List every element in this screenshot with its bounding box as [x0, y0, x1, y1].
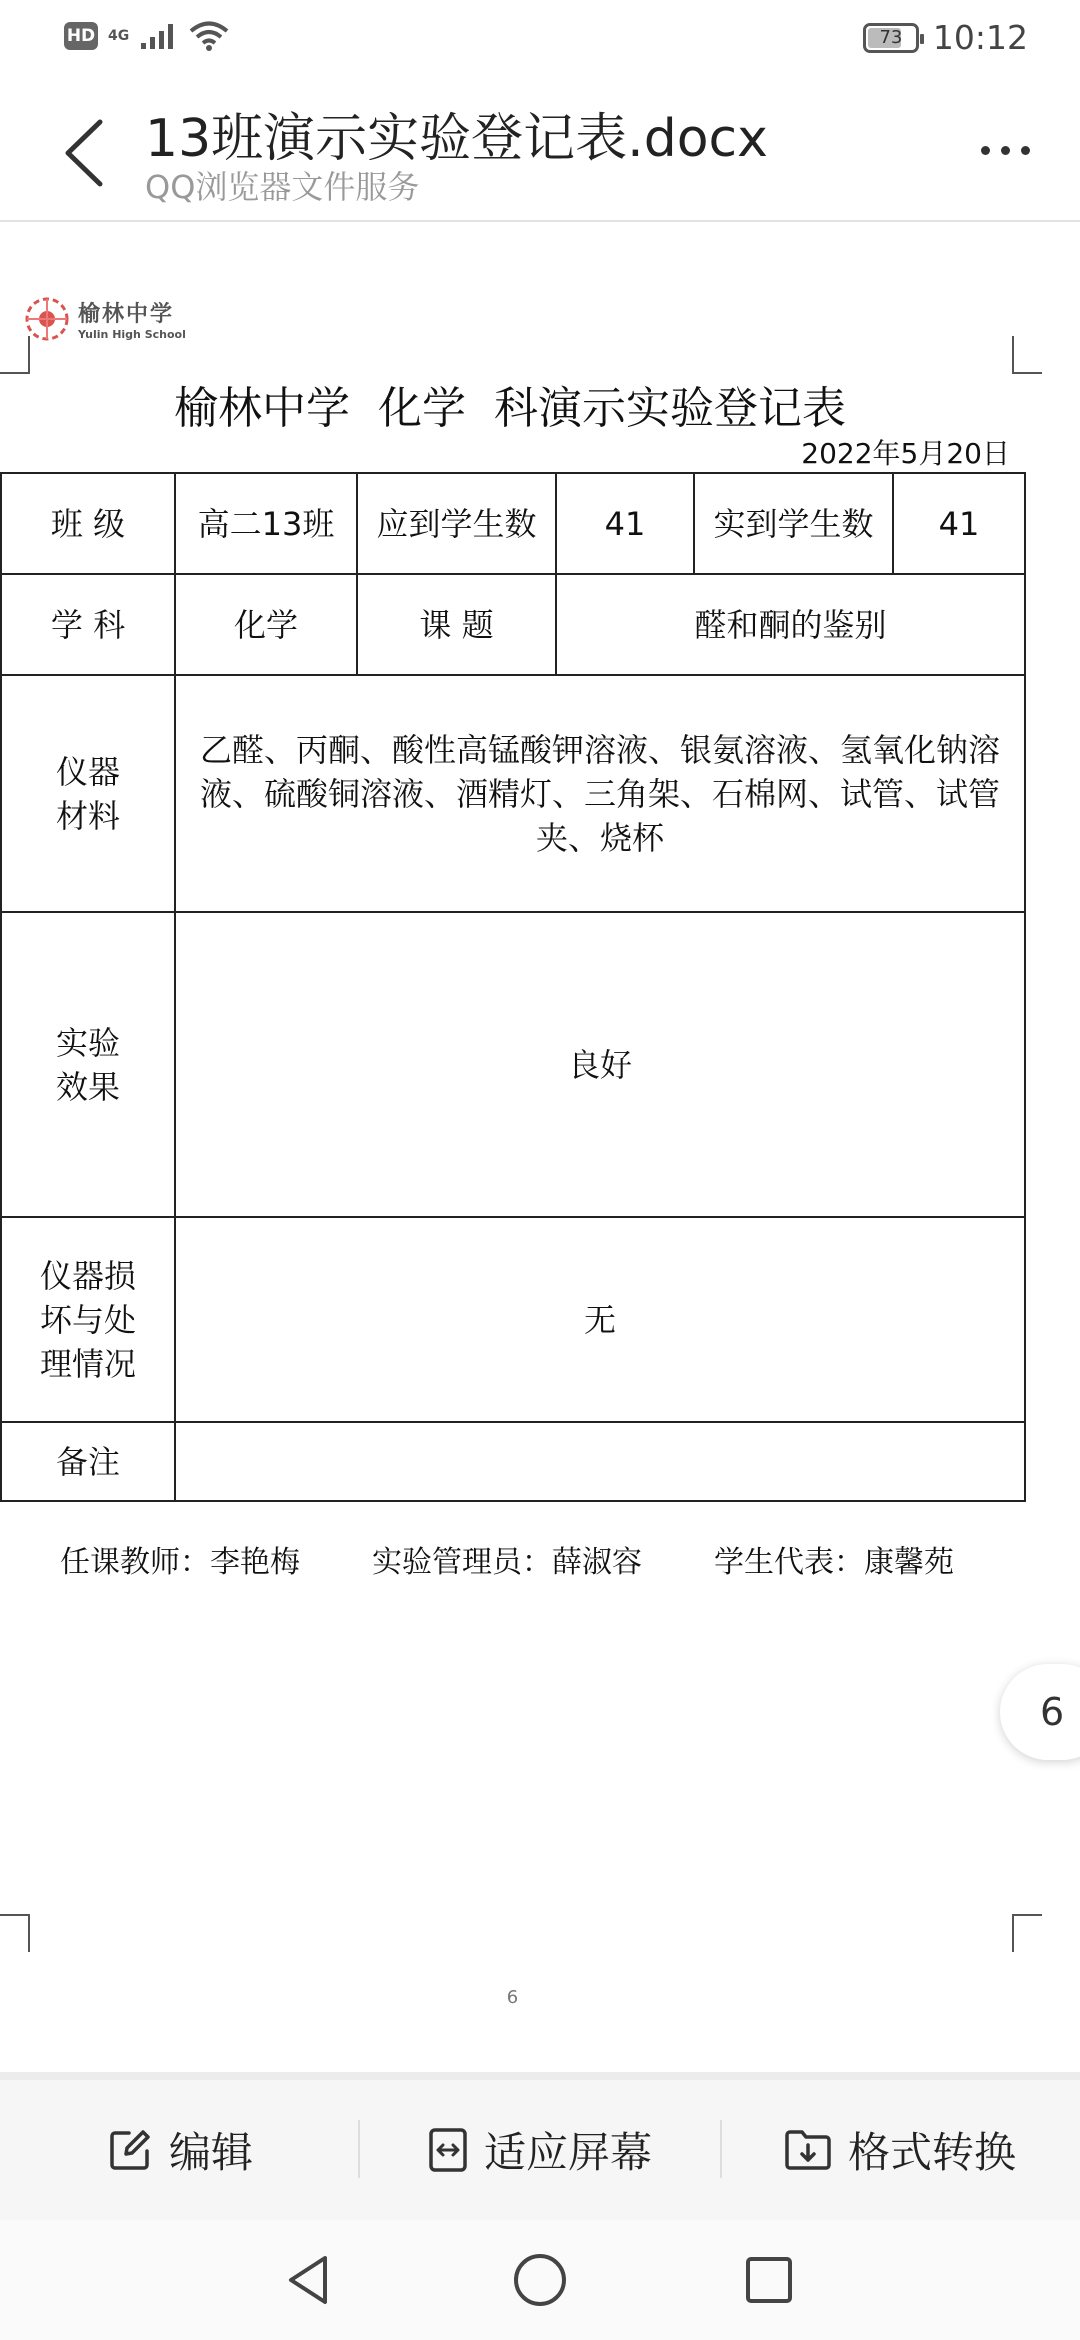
table-row — [1, 1217, 1025, 1422]
more-dot — [1021, 146, 1030, 155]
damage-value: 无 — [175, 1217, 1025, 1422]
actual-students-value: 41 — [893, 473, 1025, 574]
document-source: QQ浏览器文件服务 — [145, 168, 420, 206]
network-type-label: 4G — [108, 28, 130, 44]
edit-icon — [107, 2127, 153, 2173]
format-convert-button[interactable] — [720, 2080, 1080, 2220]
school-logo — [24, 296, 186, 342]
table-row — [1, 473, 1025, 574]
crop-mark-bottom-right — [1012, 1914, 1042, 1952]
document-page[interactable] — [0, 222, 1080, 2072]
materials-value: 乙醛、丙酮、酸性高锰酸钾溶液、银氨溶液、氢氧化钠溶液、硫酸铜溶液、酒精灯、三角架、石棉网、试管、试管夹、烧杯 — [175, 675, 1025, 912]
subject-value: 化学 — [175, 574, 357, 675]
materials-label: 仪器 材料 — [1, 675, 175, 912]
fit-screen-icon — [428, 2127, 468, 2173]
nav-back-icon — [283, 2252, 333, 2308]
table-row — [1, 675, 1025, 912]
table-row — [1, 574, 1025, 675]
document-title: 13班演示实验登记表.docx — [145, 109, 768, 169]
nav-home-icon — [512, 2252, 568, 2308]
folder-convert-icon — [784, 2128, 832, 2172]
format-convert-label: 格式转换 — [847, 2128, 1016, 2177]
table-row — [1, 912, 1025, 1217]
nav-recents-icon — [744, 2255, 794, 2305]
system-nav-bar — [0, 2220, 1080, 2340]
wifi-icon — [189, 20, 229, 52]
expected-students-value: 41 — [556, 473, 694, 574]
back-chevron-icon — [56, 108, 116, 198]
table-row — [1, 1422, 1025, 1501]
form-date: 2022年5月20日 — [801, 437, 1010, 470]
actual-students-label: 实到学生数 — [694, 473, 893, 574]
network-block — [108, 29, 129, 43]
back-button[interactable] — [56, 108, 116, 198]
damage-label: 仪器损 坏与处 理情况 — [1, 1217, 175, 1422]
expected-students-label: 应到学生数 — [357, 473, 556, 574]
signal-icon — [139, 21, 179, 51]
subject-label: 学 科 — [1, 574, 175, 675]
form-title: 榆林中学 化学 科演示实验登记表 — [174, 383, 846, 434]
effect-value: 良好 — [175, 912, 1025, 1217]
signatures — [60, 1537, 954, 1581]
school-emblem-icon — [24, 296, 70, 342]
status-bar — [0, 0, 1080, 76]
status-right — [863, 18, 1028, 57]
remarks-label: 备注 — [1, 1422, 175, 1501]
status-left — [64, 20, 229, 52]
battery-icon — [863, 23, 919, 53]
topic-label: 课 题 — [357, 574, 556, 675]
bottom-toolbar — [0, 2072, 1080, 2220]
nav-home-button[interactable] — [500, 2240, 580, 2320]
hd-badge: HD — [64, 22, 98, 50]
topic-value: 醛和酮的鉴别 — [556, 574, 1025, 675]
logo-name-cn: 榆林中学 — [78, 301, 175, 327]
crop-mark-bottom-left — [0, 1914, 30, 1952]
crop-mark-top-right — [1012, 336, 1042, 374]
class-label: 班 级 — [1, 473, 175, 574]
app-header — [0, 80, 1080, 222]
logo-name-en: Yulin High School — [78, 328, 186, 341]
admin-signature: 实验管理员：薛淑容 — [372, 1545, 642, 1580]
more-dot — [1001, 146, 1010, 155]
more-options-button[interactable] — [970, 130, 1040, 170]
clock: 10:12 — [932, 18, 1028, 57]
student-signature: 学生代表：康馨苑 — [714, 1545, 954, 1580]
effect-label: 实验 效果 — [1, 912, 175, 1217]
nav-recents-button[interactable] — [729, 2240, 809, 2320]
logo-text — [78, 297, 186, 341]
class-value: 高二13班 — [175, 473, 357, 574]
more-dots-icon — [981, 146, 990, 155]
page-indicator[interactable]: 6 — [1000, 1664, 1080, 1760]
fit-screen-label: 适应屏幕 — [483, 2128, 652, 2177]
edit-label: 编辑 — [168, 2128, 253, 2177]
registration-table — [0, 472, 1026, 1502]
nav-back-button[interactable] — [268, 2240, 348, 2320]
remarks-value — [175, 1422, 1025, 1501]
teacher-signature: 任课教师：李艳梅 — [60, 1545, 300, 1580]
edit-button[interactable] — [0, 2080, 360, 2220]
fit-screen-button[interactable] — [360, 2080, 720, 2220]
page-footer-number: 6 — [506, 1987, 519, 2008]
battery-level: 73 — [879, 27, 903, 48]
